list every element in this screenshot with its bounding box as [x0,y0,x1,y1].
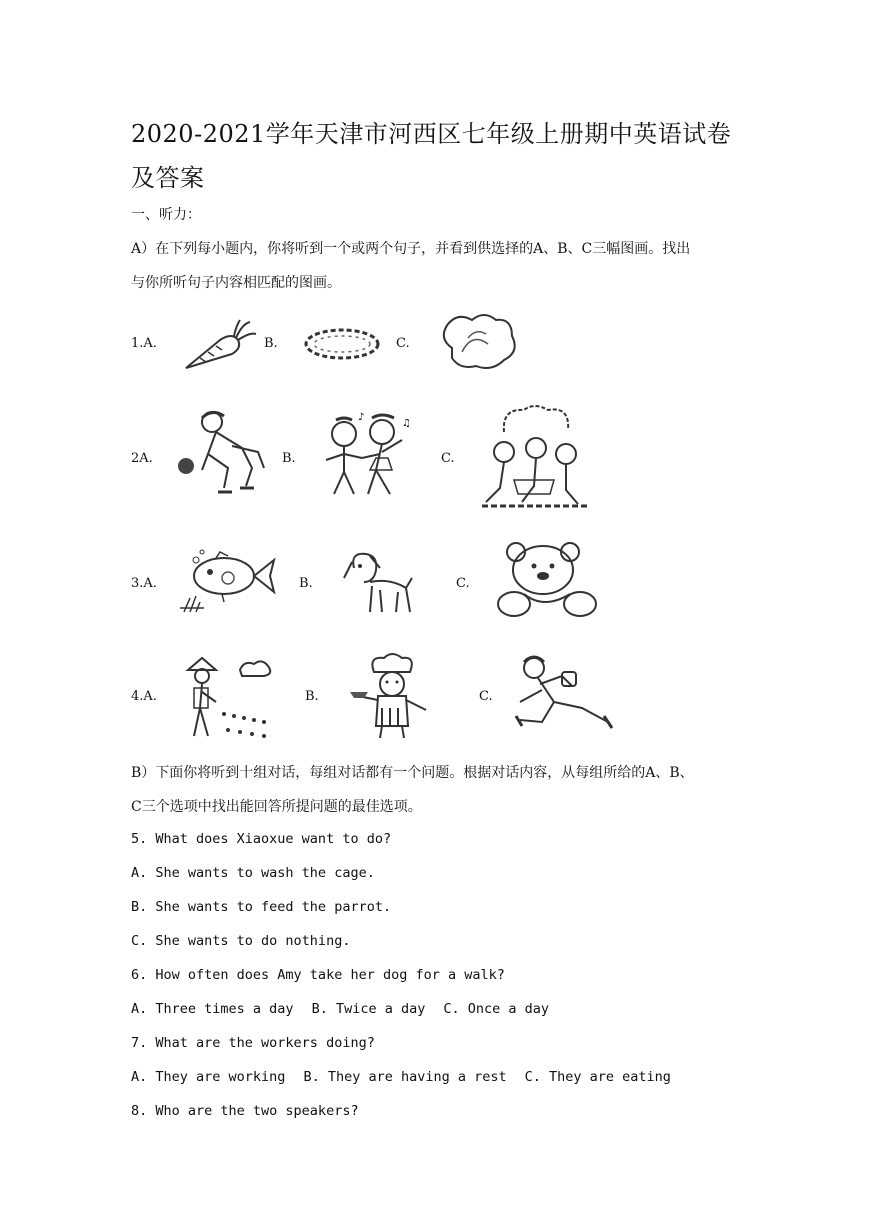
option-b-label: B. [305,689,319,704]
question-5-option-a: A. She wants to wash the cage. [131,865,375,881]
farmer-sowing-icon [180,652,286,744]
question-7: 7. What are the workers doing? [131,1035,375,1051]
question-6-option-b: B. Twice a day [311,1001,426,1017]
question-7-option-c: C. They are eating [524,1069,671,1085]
part-b-instruction-line1: B）下面你将听到十组对话，每组对话都有一个问题。根据对话内容，从每组所给的A、B、 [131,765,694,781]
boy-bouncing-ball-icon [172,408,270,498]
boy-running-icon [512,650,616,742]
question-6-options [131,1001,549,1017]
children-singing-icon [318,410,410,498]
part-b-instruction-line2: C三个选项中找出能回答所提问题的最佳选项。 [131,799,422,815]
question-number-2: 2A. [131,451,153,466]
question-7-option-b: B. They are having a rest [303,1069,507,1085]
question-number-1: 1.A. [131,336,157,351]
option-b-label: B. [264,336,278,351]
question-6: 6. How often does Amy take her dog for a walk? [131,967,505,983]
carrot-icon [180,318,258,376]
part-a-instruction-line2: 与你所听句子内容相匹配的图画。 [131,275,341,291]
question-5: 5. What does Xiaoxue want to do? [131,831,392,847]
section-heading-listening: 一、听力： [131,207,201,223]
cabbage-icon [432,308,522,374]
question-6-option-a: A. Three times a day [131,1001,294,1017]
part-a-instruction-line1: A）在下列每小题内，你将听到一个或两个句子，并看到供选择的A、B、C三幅图画。找出 [131,241,691,257]
question-6-option-c: C. Once a day [443,1001,550,1017]
question-number-4: 4.A. [131,689,157,704]
question-8: 8. Who are the two speakers? [131,1103,359,1119]
option-c-label: C. [396,336,410,351]
teddy-bear-icon [494,540,602,620]
option-c-label: C. [441,451,455,466]
svg-text:♪: ♪ [358,412,365,423]
fish-icon [176,548,280,616]
question-5-option-c: C. She wants to do nothing. [131,933,351,949]
page-title: 2020-2021学年天津市河西区七年级上册期中英语试卷及答案 [131,120,732,192]
chef-icon [346,650,438,740]
question-5-option-b: B. She wants to feed the parrot. [131,899,392,915]
question-7-option-a: A. They are working [131,1069,286,1085]
nest-icon [302,324,382,364]
option-c-label: C. [479,689,493,704]
svg-text:♫: ♫ [402,418,411,429]
group-picnic-icon [474,402,596,514]
question-7-options [131,1069,671,1085]
puppy-icon [340,548,424,618]
option-b-label: B. [299,576,313,591]
question-number-3: 3.A. [131,576,157,591]
option-b-label: B. [282,451,296,466]
option-c-label: C. [456,576,470,591]
